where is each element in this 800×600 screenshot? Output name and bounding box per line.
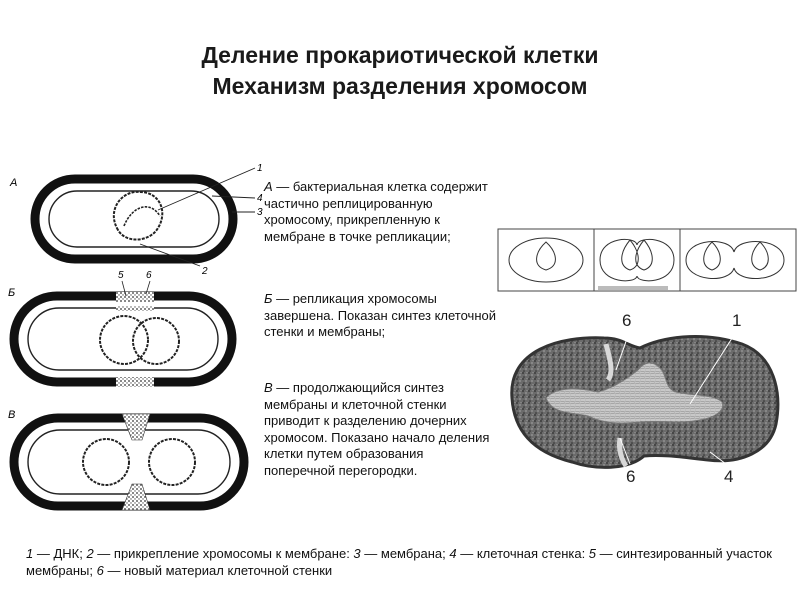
legend-text-6: — новый материал клеточной стенки [103, 562, 333, 578]
description-c-text: продолжающийся синтез мембраны и клеточной стенки приводит к разделению дочерних хромосом. Показано начало деления клетки путем образования поперечной перегородки. [264, 380, 490, 478]
micrograph-label-6-bottom: 6 [626, 467, 636, 486]
description-c-lead: В — [264, 380, 290, 395]
electron-micrograph [512, 311, 778, 486]
septum [122, 414, 150, 440]
description-a [264, 179, 496, 245]
micrograph-label-6-top: 6 [622, 311, 632, 330]
separated-chromosomes [83, 439, 195, 485]
description-a-lead: А — [264, 179, 290, 194]
callout-2: 2 [202, 266, 208, 277]
leader-line [212, 196, 255, 198]
legend-key-5: 5 [588, 546, 597, 561]
callout-1: 1 [257, 163, 263, 174]
callout-5: 5 [118, 270, 124, 281]
description-b-text: репликация хромосомы завершена. Показан синтез клеточной стенки и мембраны; [264, 291, 496, 339]
callout-6: 6 [146, 270, 152, 281]
new-wall-material [116, 377, 154, 387]
callout-3: 3 [257, 207, 263, 218]
panel-a-cell [9, 163, 263, 277]
description-b-lead: Б — [264, 291, 290, 306]
legend-key-2: 2 [86, 546, 94, 561]
title-line-2: Механизм разделения хромосом [212, 73, 588, 99]
panel-b-cell [8, 270, 232, 387]
title-line-1: Деление прокариотической клетки [201, 42, 599, 68]
micrograph-label-1: 1 [732, 311, 742, 330]
legend-text-3: — мембрана; [360, 546, 450, 561]
legend-key-4: 4 [449, 546, 457, 561]
leader-line [158, 168, 255, 210]
legend-key-1: 1 [26, 546, 34, 561]
panel-a-label: А [10, 177, 18, 189]
schematic-stage-2 [600, 239, 674, 280]
septum [122, 484, 150, 510]
legend-text-4: — клеточная стенка: [456, 546, 589, 561]
description-a-text: бактериальная клетка содержит частично реплицированную хромосому, прикрепленную к мембране в точке репликации; [264, 179, 488, 244]
division-schematic-strip [498, 229, 796, 291]
legend-text-5: — синтезированный участок мембраны; [26, 546, 772, 578]
panel-b-label: Б [8, 287, 16, 299]
legend-key-6: 6 [96, 562, 104, 578]
cell-membrane [28, 308, 218, 370]
replicating-chromosome [114, 192, 162, 240]
legend-text-2: — прикрепление хромосомы к мембране: [93, 546, 354, 561]
schematic-stage-1 [509, 238, 583, 282]
description-c [264, 380, 496, 479]
callout-4: 4 [257, 193, 263, 204]
legend [26, 546, 776, 579]
micrograph-label-4: 4 [724, 467, 734, 486]
legend-key-3: 3 [353, 546, 361, 561]
schematic-stage-3 [686, 242, 784, 279]
new-wall-material [116, 292, 154, 302]
panel-c-cell [8, 409, 244, 510]
legend-text-1: — ДНК; [33, 546, 87, 561]
synthesized-membrane [116, 306, 154, 311]
panel-c-label: В [8, 409, 16, 421]
description-b [264, 291, 496, 341]
daughter-chromosomes [100, 316, 179, 364]
